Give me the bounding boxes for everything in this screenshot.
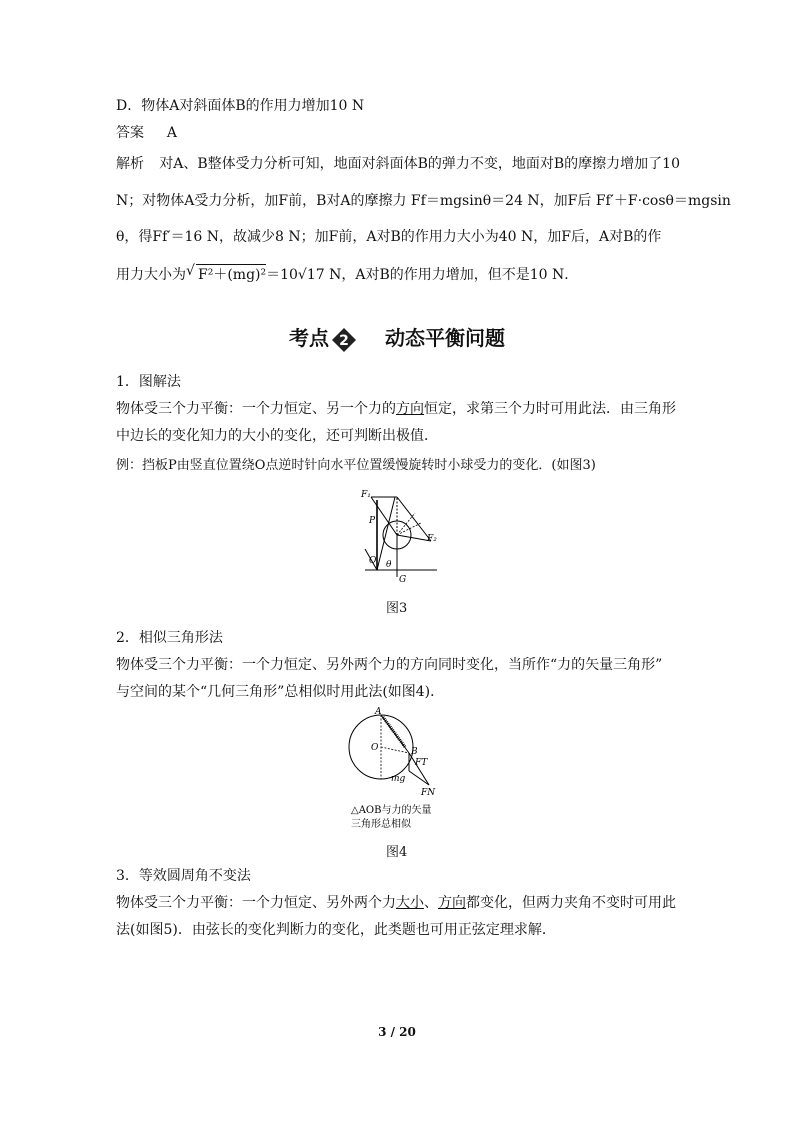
method1-text-1-underlined: 方向: [396, 401, 424, 417]
figure-4-diagram: [345, 707, 445, 832]
label-fn: FN: [421, 788, 436, 798]
method3-text-2: 法(如图5)．由弦长的变化判断力的变化，此类题也可用正弦定理求解．: [116, 922, 556, 938]
method3-text-1b: 都变化，但两力夹角不变时可用此: [466, 895, 676, 911]
answer-label: 答案: [116, 125, 144, 141]
method1-text-1: [116, 399, 676, 419]
method2-text-1: 物体受三个力平衡：一个力恒定、另外两个力的方向同时变化，当所作“力的矢量三角形”: [116, 657, 663, 673]
figure-3-caption: 图3: [386, 601, 408, 616]
analysis-text-2: N；对物体A受力分析，加F前，B对A的摩擦力 Ff＝mgsinθ＝24 N，加F后 Ff′＋F·cosθ＝mgsin: [116, 193, 731, 209]
analysis-line-1: [116, 154, 680, 174]
section-title: 动态平衡问题: [385, 326, 505, 350]
analysis-line-2: [116, 191, 731, 211]
analysis-line-4: [116, 264, 578, 285]
answer-value: A: [166, 125, 178, 141]
figure-4-note-1: △AOB与力的矢量: [351, 805, 432, 816]
answer-line: [116, 123, 177, 143]
method1-text-2: 中边长的变化知力的大小的变化，还可判断出极值．: [116, 428, 438, 444]
label-b: B: [411, 747, 418, 757]
figure-4-note-2: 三角形总相似: [351, 819, 411, 830]
figure-4-caption: 图4: [386, 845, 408, 860]
label-ft: FT: [415, 758, 428, 768]
method1-example: 例：挡板P由竖直位置绕O点逆时针向水平位置缓慢旋转时小球受力的变化．(如图3): [116, 458, 596, 473]
label-f1: F₁: [361, 490, 371, 500]
analysis-text-1: 对A、B整体受力分析可知，地面对斜面体B的弹力不变，地面对B的摩擦力增加了10: [159, 156, 680, 172]
method2-text-2: 与空间的某个“几何三角形”总相似时用此法(如图4)．: [116, 684, 445, 700]
section-number: 2: [339, 332, 349, 349]
analysis-label: 解析: [116, 156, 144, 172]
method3-sep: 、: [424, 895, 438, 911]
label-p: P: [369, 516, 376, 526]
analysis-line-3: [116, 227, 680, 247]
method2-title: 2．相似三角形法: [116, 630, 223, 646]
label-o: O: [369, 556, 377, 566]
analysis-text-4-pre: 用力大小为: [116, 267, 186, 283]
method3-title: 3．等效圆周角不变法: [116, 868, 251, 884]
method1-text-1a: 物体受三个力平衡：一个力恒定、另一个力的: [116, 401, 396, 417]
label-f2: F₂: [427, 534, 437, 544]
figure-3-diagram: [355, 485, 445, 585]
method1-title: 1．图解法: [116, 374, 181, 390]
label-g: G: [399, 575, 407, 585]
label-mg: mg: [391, 774, 406, 784]
option-d: D．物体A对斜面体B的作用力增加10 N: [116, 98, 365, 114]
method3-underlined-1: 大小: [396, 895, 424, 911]
method3-text-1: [116, 893, 676, 913]
label-o2: O: [371, 743, 379, 753]
method3-underlined-2: 方向: [438, 895, 466, 911]
analysis-text-3: θ，得Ff′＝16 N，故减少8 N；加F前，A对B的作用力大小为40 N，加F后，A对B的作: [116, 229, 662, 245]
label-theta: θ: [386, 560, 392, 570]
analysis-text-4-post: ＝10√17 N，A对B的作用力增加，但不是10 N．: [266, 267, 579, 283]
section-number-badge: [331, 327, 357, 353]
section-heading: [0, 322, 794, 353]
method3-text-1a: 物体受三个力平衡：一个力恒定、另外两个力: [116, 895, 396, 911]
label-a: A: [375, 707, 382, 717]
sqrt-expression: √ F²＋(mg)²: [196, 264, 266, 285]
page-number: 3 / 20: [378, 1025, 416, 1039]
section-prefix: 考点: [289, 326, 329, 350]
method1-text-1b: 恒定，求第三个力时可用此法．由三角形: [424, 401, 676, 417]
